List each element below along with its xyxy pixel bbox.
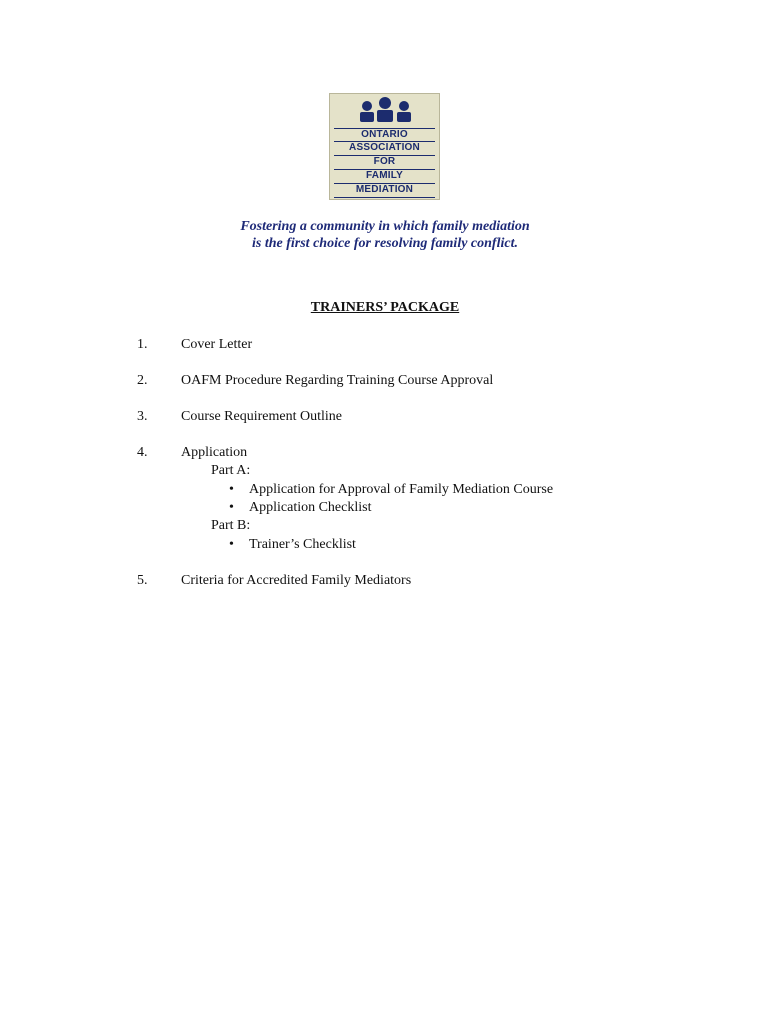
logo-line-family: FAMILY	[334, 170, 435, 184]
item-course-outline: Course Requirement Outline	[181, 409, 342, 424]
item-number: 1.	[137, 337, 148, 352]
item-number: 3.	[137, 409, 148, 424]
item-application: Application	[181, 445, 248, 460]
item-number: 5.	[137, 573, 148, 588]
item-criteria: Criteria for Accredited Family Mediators	[181, 573, 412, 588]
logo-line-mediation: MEDIATION	[334, 184, 435, 198]
bullet-approval-application: Application for Approval of Family Mediation Course	[249, 482, 554, 497]
item-number: 2.	[137, 373, 148, 388]
tagline-line-2: is the first choice for resolving family conflict.	[252, 236, 518, 251]
tagline-line-1: Fostering a community in which family mediation	[240, 219, 530, 234]
logo-line-ontario: ONTARIO	[334, 128, 435, 142]
logo-line-association: ASSOCIATION	[334, 142, 435, 156]
bullet: •	[229, 500, 234, 515]
part-b-label: Part B:	[211, 518, 251, 533]
bullet-trainers-checklist: Trainer’s Checklist	[249, 537, 356, 552]
page-title: TRAINERS’ PACKAGE	[310, 300, 460, 315]
logo-line-for: FOR	[334, 156, 435, 170]
item-procedure: OAFM Procedure Regarding Training Course Approval	[181, 373, 494, 388]
bullet: •	[229, 482, 234, 497]
bullet-application-checklist: Application Checklist	[249, 500, 372, 515]
part-a-label: Part A:	[211, 463, 251, 478]
item-number: 4.	[137, 445, 148, 460]
three-people-icon	[330, 94, 441, 128]
oafm-logo	[329, 93, 440, 200]
item-cover-letter: Cover Letter	[181, 337, 253, 352]
bullet: •	[229, 537, 234, 552]
